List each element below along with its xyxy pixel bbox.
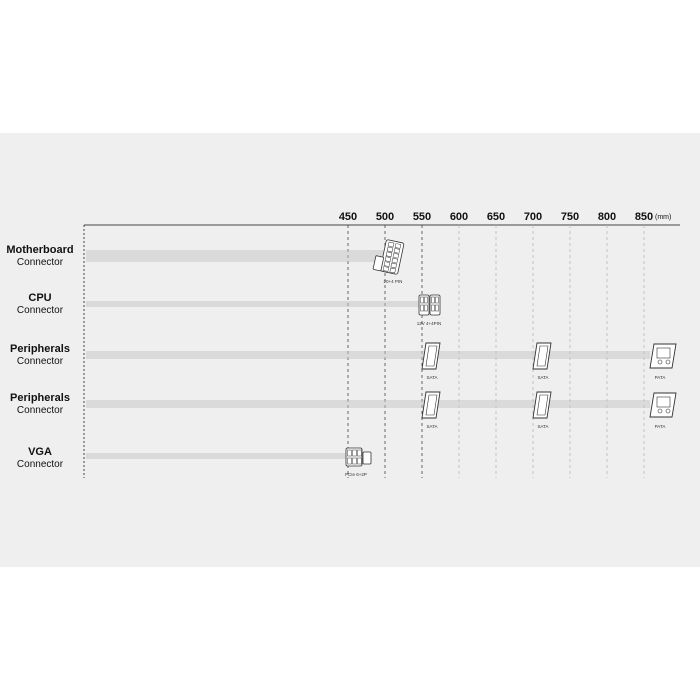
sata-icon	[533, 343, 551, 369]
connector-label: SATA	[537, 424, 549, 429]
pcie-icon	[346, 448, 371, 466]
row-subtitle: Connector	[16, 355, 64, 367]
row-subtitle: Connector	[16, 256, 64, 268]
cpu8-icon	[419, 295, 440, 315]
row-subtitle: Connector	[16, 404, 64, 416]
tick-label-600: 600	[449, 211, 469, 223]
cable-bundle	[86, 454, 348, 458]
tick-label-800: 800	[597, 211, 617, 223]
row-title: Motherboard	[6, 244, 74, 256]
pata-icon	[650, 393, 676, 417]
connector-label: PCIe 6+2P	[345, 472, 367, 477]
row-title: CPU	[28, 292, 52, 304]
row-title: Peripherals	[10, 392, 70, 404]
sata-icon	[422, 392, 440, 418]
row-subtitle: Connector	[16, 458, 64, 470]
connector-label: PATA	[654, 424, 666, 429]
tick-label-550: 550	[412, 211, 432, 223]
sata-icon	[422, 343, 440, 369]
row-subtitle: Connector	[16, 304, 64, 316]
axis-unit-label: (mm)	[655, 214, 672, 221]
connector-label: SATA	[426, 424, 438, 429]
tick-label-450: 450	[338, 211, 358, 223]
cable-bundle	[86, 401, 650, 407]
row-title: VGA	[28, 446, 52, 458]
connector-label: PATA	[654, 375, 666, 380]
connector-label: SATA	[426, 375, 438, 380]
cable-bundle	[86, 251, 385, 261]
cable-bundle	[86, 352, 650, 358]
tick-label-750: 750	[560, 211, 580, 223]
connector-label: SATA	[537, 375, 549, 380]
connector-label: 20+4 PIN	[383, 279, 403, 284]
tick-label-500: 500	[375, 211, 395, 223]
mb24-icon	[373, 239, 404, 274]
tick-label-850: 850	[634, 211, 654, 223]
cable-bundle	[86, 302, 422, 306]
pata-icon	[650, 344, 676, 368]
tick-label-700: 700	[523, 211, 543, 223]
sata-icon	[533, 392, 551, 418]
tick-label-650: 650	[486, 211, 506, 223]
row-title: Peripherals	[10, 343, 70, 355]
connector-label: 12V 4+4PIN	[416, 321, 442, 326]
